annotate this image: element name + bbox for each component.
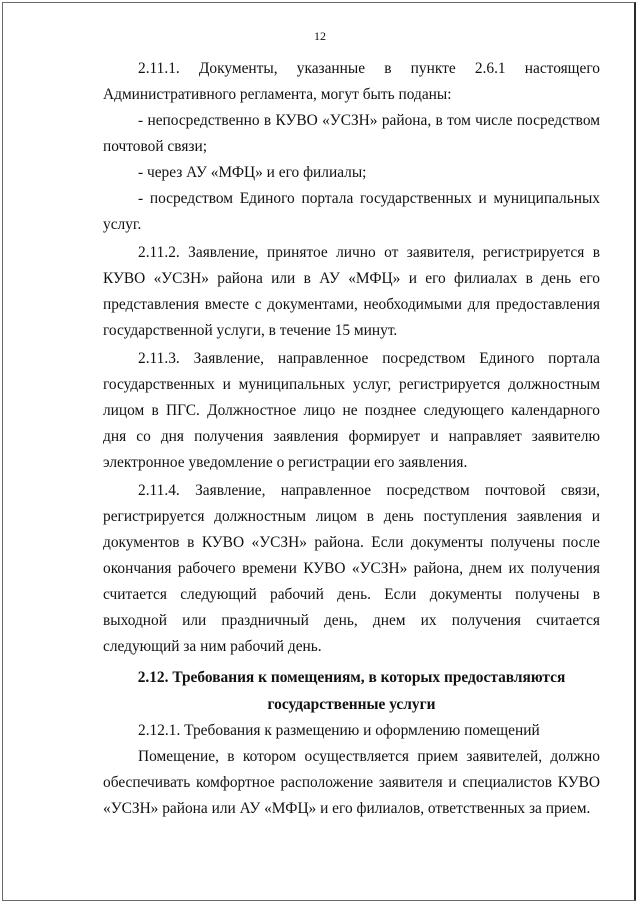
paragraph-2-11-4: 2.11.4. Заявление, направленное посредством почтовой связи, регистрируется должностным лицом в день поступления заявления и документов в КУВО «УСЗН» района. Если документы получены после окончания рабочего времени КУВО «УСЗН» района, днем их получения считается следующий рабочий день. Если документы получены в выходной или праздничный день, днем их получения считается следующий за ним рабочий день.	[103, 482, 600, 655]
list-item-portal: - посредством Единого портала государственных и муниципальных услуг.	[103, 190, 600, 233]
paragraph-premises: Помещение, в котором осуществляется прием заявителей, должно обеспечивать комфортное расположение заявителя и специалистов КУВО «УСЗН» района или АУ «МФЦ» и его филиалов, ответственных за прием.	[103, 748, 600, 817]
paragraph-2-11-2: 2.11.2. Заявление, принятое лично от заявителя, регистрируется в КУВО «УСЗН» района или в АУ «МФЦ» и его филиалах в день его представления вместе с документами, необходимыми для предоставления государственной услуги, в течение 15 минут.	[103, 244, 600, 339]
paragraph-2-11-1-intro: 2.11.1. Документы, указанные в пункте 2.6.1 настоящего Административного регламента, могут быть поданы:	[103, 60, 600, 103]
section-heading-2-12	[103, 664, 600, 718]
list-item-direct: - непосредственно в КУВО «УСЗН» района, в том числе посредством почтовой связи;	[103, 112, 600, 155]
paragraph-2-11-3: 2.11.3. Заявление, направленное посредством Единого портала государственных и муниципальных услуг, регистрируется должностным лицом в ПГС. Должностное лицо не позднее следующего календарного дня со дня получения заявления формирует и направляет заявителю электронное уведомление о регистрации его заявления.	[103, 350, 600, 471]
heading-line-1: 2.12. Требования к помещениям, в которых предоставляются	[137, 669, 566, 686]
heading-line-2: государственные услуги	[267, 696, 436, 713]
page-number: 12	[314, 29, 326, 43]
list-item-mfc: - через АУ «МФЦ» и его филиалы;	[138, 164, 367, 181]
paragraph-2-12-1: 2.12.1. Требования к размещению и оформлению помещений	[138, 722, 540, 739]
document-body	[103, 56, 600, 822]
